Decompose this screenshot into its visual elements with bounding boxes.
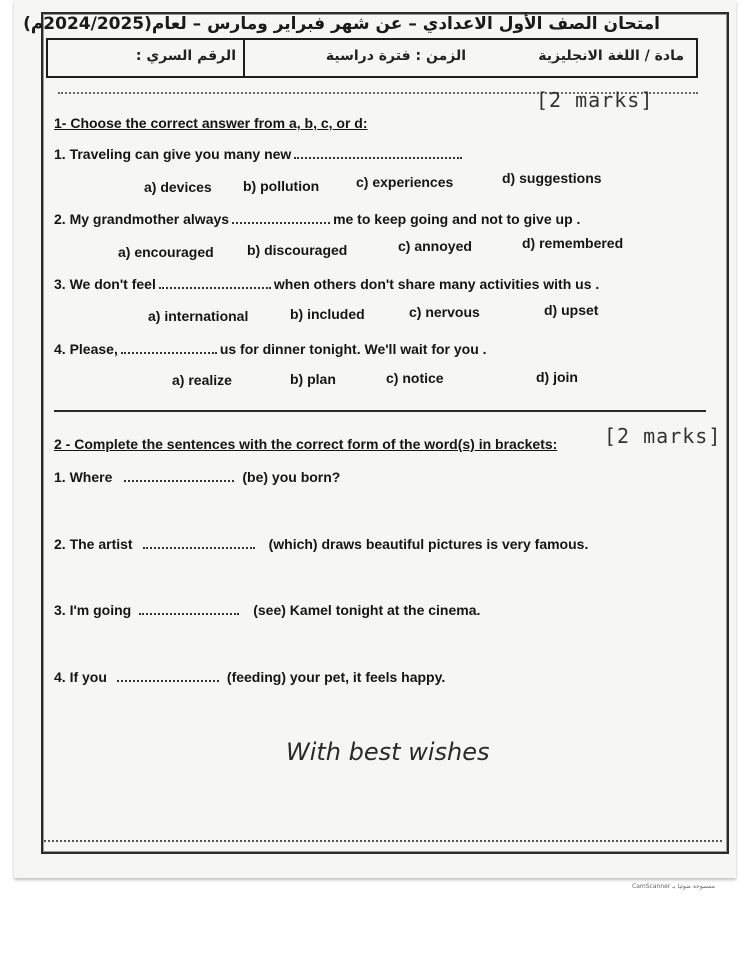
answer-blank [124, 470, 234, 482]
s1-q4-option-a: a) realize [172, 372, 232, 388]
question-text-end: us for dinner tonight. We'll wait for you . [219, 341, 487, 357]
question-text: 4. Please, [54, 341, 118, 357]
answer-blank [159, 277, 271, 289]
question-text: 3. I'm going [54, 602, 132, 618]
answer-blank [139, 603, 239, 615]
s1-q1-option-b: b) pollution [243, 178, 320, 194]
s1-q2-option-d: d) remembered [522, 235, 624, 251]
section1-marks: [2 marks] [536, 88, 654, 112]
question-text-end: me to keep going and not to give up . [333, 211, 581, 227]
section1-heading: 1- Choose the correct answer from a, b, c, or d: [54, 115, 368, 131]
s1-q4-option-d: d) join [536, 369, 578, 385]
question-text: 1. Traveling can give you many new [54, 146, 292, 162]
question-text: 4. If you [54, 669, 107, 685]
question-text-end: (see) Kamel tonight at the cinema. [253, 602, 481, 618]
s1-q1-option-a: a) devices [144, 179, 212, 195]
s1-question-3 [54, 276, 599, 292]
question-text: 2. My grandmother always [54, 211, 230, 227]
answer-blank [232, 212, 330, 224]
answer-blank [117, 670, 219, 682]
border-dotted-edge [44, 840, 722, 848]
s2-question-1 [54, 469, 340, 485]
s1-q2-option-c: c) annoyed [398, 238, 472, 254]
serial-number-label: الرقم السري : [135, 48, 236, 64]
time-label: الزمن : فترة دراسية [325, 48, 466, 64]
s2-question-2 [54, 536, 588, 552]
s2-question-3 [54, 602, 480, 618]
scanner-watermark: CamScanner ممسوحة ضوئيا بـ [632, 883, 715, 890]
s1-q2-option-b: b) discouraged [247, 242, 348, 258]
s1-q4-option-b: b) plan [290, 371, 336, 387]
s1-question-2 [54, 211, 580, 227]
s1-q2-option-a: a) encouraged [118, 244, 214, 260]
s1-question-4 [54, 341, 487, 357]
section2-heading: 2 - Complete the sentences with the correct form of the word(s) in brackets: [54, 436, 558, 452]
s1-q3-option-d: d) upset [544, 302, 599, 318]
question-text-end: (which) draws beautiful pictures is very famous. [268, 536, 589, 552]
s1-q3-option-b: b) included [290, 306, 365, 322]
s1-q3-option-c: c) nervous [409, 304, 480, 320]
s1-q3-option-a: a) international [148, 308, 249, 324]
section2-marks: [2 marks] [604, 424, 722, 448]
answer-blank [143, 537, 255, 549]
header-divider [243, 40, 245, 76]
header-info-box [46, 38, 698, 78]
s2-question-4 [54, 669, 445, 685]
closing-wishes: With best wishes [286, 738, 490, 766]
s1-question-1 [54, 146, 465, 162]
question-text: 3. We don't feel [54, 276, 156, 292]
question-text-end: (feeding) your pet, it feels happy. [226, 669, 446, 685]
answer-blank [121, 342, 217, 354]
exam-title: امتحان الصف الأول الاعدادي – عن شهر فبراير ومارس – لعام(2024/2025م) [23, 14, 660, 34]
s1-q1-option-d: d) suggestions [502, 170, 602, 186]
subject-label: مادة / اللغة الانجليزية [538, 48, 684, 64]
s1-q1-option-c: c) experiences [356, 174, 454, 190]
question-text: 1. Where [54, 469, 113, 485]
answer-blank [294, 147, 462, 159]
section-divider [54, 410, 706, 412]
question-text-end: when others don't share many activities with us . [273, 276, 600, 292]
s1-q4-option-c: c) notice [386, 370, 444, 386]
question-text-end: (be) you born? [242, 469, 341, 485]
question-text: 2. The artist [54, 536, 133, 552]
